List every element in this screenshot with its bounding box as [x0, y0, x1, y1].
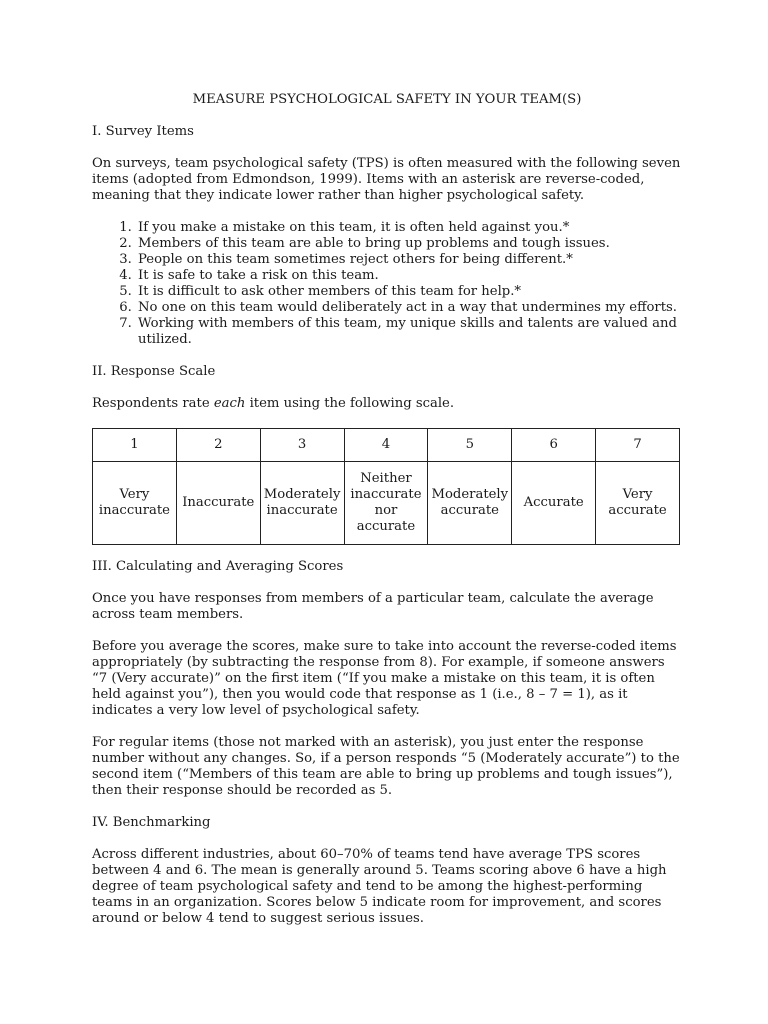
survey-item: 4. It is safe to take a risk on this team. [136, 268, 682, 284]
survey-items-list [92, 220, 682, 348]
scale-number-row [93, 429, 680, 462]
scale-intro-emphasis: each [213, 396, 246, 411]
scale-number-cell: 2 [176, 429, 260, 462]
survey-item: 1. If you make a mistake on this team, it is often held against you.* [136, 220, 682, 236]
section-heading-survey-items: I. Survey Items [92, 124, 194, 139]
scale-label-cell: Neither inaccurate nor accurate [344, 462, 428, 545]
document-page [92, 92, 682, 943]
scale-label-cell: Very accurate [596, 462, 680, 545]
scale-number-cell: 4 [344, 429, 428, 462]
scale-number-cell: 5 [428, 429, 512, 462]
scale-label-cell: Moderately accurate [428, 462, 512, 545]
scale-label-cell: Accurate [512, 462, 596, 545]
section-heading-calculating-scores: III. Calculating and Averaging Scores [92, 559, 344, 574]
calculating-paragraph-2: Before you average the scores, make sure to take into account the reverse-coded items appropriately (by subtracting the response from 8). For example, if someone answers “7 (Very accurate)” on the first item (“If you make a mistake on this team, it is often held against you”), then you would code that response as 1 (i.e., 8 – 7 = 1), as it indicates a very low level of psychological safety. [92, 639, 677, 718]
section-heading-response-scale: II. Response Scale [92, 364, 216, 379]
survey-item: 5. It is difficult to ask other members of this team for help.* [136, 284, 682, 300]
scale-label-cell: Very inaccurate [93, 462, 177, 545]
scale-intro-before: Respondents rate [92, 396, 214, 411]
survey-item: 6. No one on this team would deliberately act in a way that undermines my efforts. [136, 300, 682, 316]
scale-label-cell: Moderately inaccurate [260, 462, 344, 545]
survey-item: 3. People on this team sometimes reject others for being different.* [136, 252, 682, 268]
scale-label-cell: Inaccurate [176, 462, 260, 545]
scale-number-cell: 1 [93, 429, 177, 462]
scale-intro-paragraph [92, 396, 682, 412]
benchmarking-paragraph: Across different industries, about 60–70% of teams tend have average TPS scores between 4 and 6. The mean is generally around 5. Teams scoring above 6 have a high degree of team psychological safety and tend to be among the highest-performing teams in an organization. Scores below 5 indicate room for improvement, and scores around or below 4 tend to suggest serious issues. [92, 847, 667, 926]
response-scale-table [92, 428, 680, 545]
scale-intro-after: item using the following scale. [245, 396, 455, 411]
scale-number-cell: 6 [512, 429, 596, 462]
scale-label-row [93, 462, 680, 545]
page-title: MEASURE PSYCHOLOGICAL SAFETY IN YOUR TEAM(S) [192, 92, 582, 107]
survey-item: 2. Members of this team are able to bring up problems and tough issues. [136, 236, 682, 252]
survey-item: 7. Working with members of this team, my unique skills and talents are valued and utilized. [136, 316, 682, 348]
calculating-paragraph-1: Once you have responses from members of a particular team, calculate the average across team members. [92, 591, 654, 622]
section-heading-benchmarking: IV. Benchmarking [92, 815, 211, 830]
scale-number-cell: 7 [596, 429, 680, 462]
calculating-paragraph-3: For regular items (those not marked with an asterisk), you just enter the response number without any changes. So, if a person responds “5 (Moderately accurate”) to the second item (“Members of this team are able to bring up problems and tough issues”), then their response should be recorded as 5. [92, 735, 680, 798]
scale-number-cell: 3 [260, 429, 344, 462]
survey-intro-paragraph: On surveys, team psychological safety (TPS) is often measured with the following seven items (adopted from Edmondson, 1999). Items with an asterisk are reverse-coded, meaning that they indicate lower rather than higher psychological safety. [92, 156, 681, 203]
